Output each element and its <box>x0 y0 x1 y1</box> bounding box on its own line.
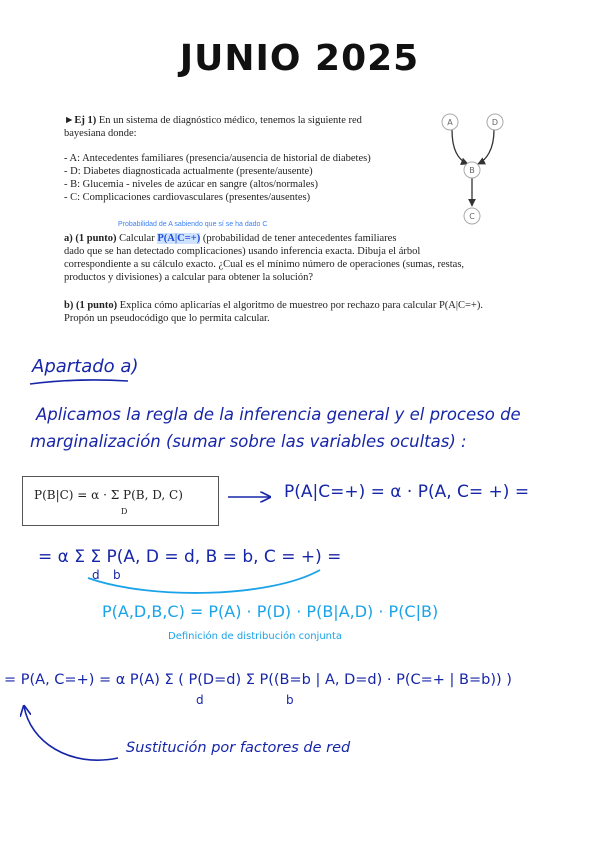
equation-2: = α Σ Σ P(A, D = d, B = b, C = +) = <box>38 547 342 567</box>
substitution-arrow <box>24 706 118 760</box>
part-a-text-4: productos y divisiones) a calcular para obtener la solución? <box>64 272 313 283</box>
variable-c: - C: Complicaciones cardiovasculares (presentes/ausentes) <box>64 192 311 203</box>
exercise-label: ►Ej 1) <box>64 115 97 126</box>
part-b-label: b) (1 punto) <box>64 300 118 311</box>
part-a-text-2: dado que se han detectado complicaciones) usando inferencia exacta. Dibuja el árbol <box>64 246 421 257</box>
equation-2-sub-b: b <box>113 568 121 582</box>
part-b-text-1: Explica cómo aplicarías el algoritmo de muestreo por rechazo para calcular P(A|C=+). <box>119 300 483 311</box>
part-a-text-1a: Calcular <box>119 233 155 244</box>
query-highlight: P(A|C=+) <box>157 233 201 244</box>
exercise-intro-2: bayesiana donde: <box>64 128 137 139</box>
joint-caption: Definición de distribución conjunta <box>168 631 343 642</box>
equation-3: = P(A, C=+) = α P(A) Σ ( P(D=d) Σ P((B=b | A, D=d) · P(C=+ | B=b)) ) <box>4 672 512 688</box>
node-a-label: A <box>447 118 453 127</box>
variable-d: - D: Diabetes diagnosticada actualmente (presente/ausente) <box>64 166 313 177</box>
equation-2-sub-d: d <box>92 568 100 582</box>
equation-3-sub-b: b <box>286 693 294 707</box>
part-a-label: a) (1 punto) <box>64 233 117 244</box>
formula-subscript: D <box>121 507 128 516</box>
joint-distribution: P(A,D,B,C) = P(A) · P(D) · P(B|A,D) · P(C|B) <box>102 602 439 621</box>
heading-underline <box>30 380 128 384</box>
page-title: JUNIO 2025 <box>179 38 420 79</box>
equation-3-sub-d: d <box>196 693 204 707</box>
bayes-network <box>442 114 503 224</box>
node-d-label: D <box>491 118 499 127</box>
edge-a-b <box>452 130 468 164</box>
part-b-text-2: Propón un pseudocódigo que lo permita calcular. <box>64 313 270 324</box>
handwritten-annotation: Probabilidad de A sabiendo que sí se ha dado C <box>118 221 268 228</box>
notes-line-2: marginalización (sumar sobre las variables ocultas) : <box>30 432 467 451</box>
exercise-intro-1: En un sistema de diagnóstico médico, tenemos la siguiente red <box>98 115 362 126</box>
part-a-text-1c: (probabilidad de tener antecedentes familiares <box>202 233 397 244</box>
general-inference-formula: P(B|C) = α · Σ P(B, D, C) <box>34 488 183 502</box>
notes-heading: Apartado a) <box>32 356 139 377</box>
notes-line-1: Aplicamos la regla de la inferencia general y el proceso de <box>36 405 521 424</box>
node-c-label: C <box>469 212 475 221</box>
variable-a: - A: Antecedentes familiares (presencia/ausencia de historial de diabetes) <box>64 153 371 164</box>
substitution-caption: Sustitución por factores de red <box>126 740 351 756</box>
node-b-label: B <box>469 166 475 175</box>
part-a-text-3: correspondiente a su cálculo exacto. ¿Cual es el mínimo número de operaciones (sumas, restas, <box>64 259 465 270</box>
edge-d-b <box>478 130 494 164</box>
expansion-brace <box>88 570 320 593</box>
variable-b: - B: Glucemia - niveles de azúcar en sangre (altos/normales) <box>64 179 318 190</box>
equation-1: P(A|C=+) = α · P(A, C= +) = <box>284 482 530 502</box>
